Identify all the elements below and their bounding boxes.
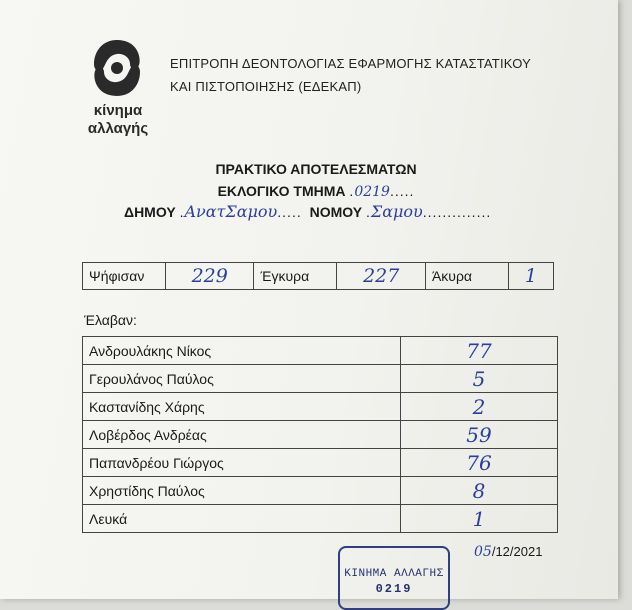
- municipality-dots: .: [179, 204, 185, 220]
- prefecture-value: Σαμου: [370, 202, 423, 221]
- org-line1: ΕΠΙΤΡΟΠΗ ΔΕΟΝΤΟΛΟΓΙΑΣ ΕΦΑΡΜΟΓΗΣ ΚΑΤΑΣΤΑΤΙΚΟΥ: [170, 56, 531, 71]
- table-row: [83, 337, 558, 365]
- prefecture-label: ΝΟΜΟΥ: [309, 204, 363, 220]
- table-row: [83, 393, 558, 421]
- prefecture-dots-after: ..............: [422, 204, 492, 220]
- title-line1: ΠΡΑΚΤΙΚΟ ΑΠΟΤΕΛΕΣΜΑΤΩΝ: [215, 161, 417, 177]
- section-dots: .: [349, 183, 355, 199]
- totals-table: [82, 262, 554, 290]
- logo-symbol-icon: [90, 38, 144, 98]
- table-row: [83, 505, 558, 533]
- table-row: [83, 477, 558, 505]
- document-title: [0, 158, 632, 203]
- candidate-name: Χρηστίδης Παύλος: [83, 477, 401, 505]
- voted-value: 229: [166, 263, 254, 290]
- table-row: [83, 449, 558, 477]
- logo-text-line2: αλλαγής: [87, 120, 149, 137]
- organization-heading: [170, 52, 531, 98]
- candidate-name: Ανδρουλάκης Νίκος: [83, 337, 401, 365]
- candidate-votes: 76: [401, 449, 558, 477]
- table-row: [83, 421, 558, 449]
- candidate-votes: 2: [401, 393, 558, 421]
- candidate-votes: 59: [401, 421, 558, 449]
- logo-text: [82, 102, 154, 138]
- logo-text-line1: κίνημα: [93, 102, 143, 119]
- valid-label: Έγκυρα: [254, 263, 337, 290]
- stamp-line2: 0219: [375, 582, 413, 596]
- municipality-row: [124, 202, 491, 221]
- date-day: 05: [474, 544, 492, 560]
- candidate-name: Παπανδρέου Γιώργος: [83, 449, 401, 477]
- candidate-votes: 8: [401, 477, 558, 505]
- stamp-line1: ΚΙΝΗΜΑ ΑΛΛΑΓΗΣ: [344, 568, 444, 580]
- candidates-table: [82, 336, 558, 533]
- invalid-value: 1: [508, 263, 553, 290]
- candidate-name: Λοβέρδος Ανδρέας: [83, 421, 401, 449]
- received-label: Έλαβαν:: [84, 312, 137, 328]
- prefecture-dots: .: [366, 204, 371, 220]
- municipality-dots-after: .....: [277, 204, 302, 220]
- totals-row: [83, 263, 554, 290]
- valid-value: 227: [337, 263, 425, 290]
- candidate-name: Καστανίδης Χάρης: [83, 393, 401, 421]
- section-value: 0219: [354, 184, 390, 200]
- org-line2: ΚΑΙ ΠΙΣΤΟΠΟΙΗΣΗΣ (ΕΔΕΚΑΠ): [170, 79, 362, 94]
- logo: [82, 38, 152, 137]
- date-rest: /12/2021: [491, 544, 543, 559]
- blank-label: Λευκά: [83, 505, 401, 533]
- table-row: [83, 365, 558, 393]
- candidate-votes: 5: [401, 365, 558, 393]
- official-stamp: [338, 546, 450, 610]
- document-date: [474, 544, 542, 560]
- voted-label: Ψήφισαν: [83, 263, 166, 290]
- candidate-name: Γερουλάνος Παύλος: [83, 365, 401, 393]
- section-dots-after: .....: [389, 183, 415, 199]
- municipality-value: ΑνατΣαμου: [184, 202, 278, 221]
- municipality-label: ΔΗΜΟΥ: [124, 204, 176, 220]
- section-label: ΕΚΛΟΓΙΚΟ ΤΜΗΜΑ: [217, 183, 346, 199]
- title-line2: [0, 180, 632, 203]
- invalid-label: Άκυρα: [425, 263, 508, 290]
- candidate-votes: 77: [401, 337, 558, 365]
- blank-votes: 1: [401, 505, 558, 533]
